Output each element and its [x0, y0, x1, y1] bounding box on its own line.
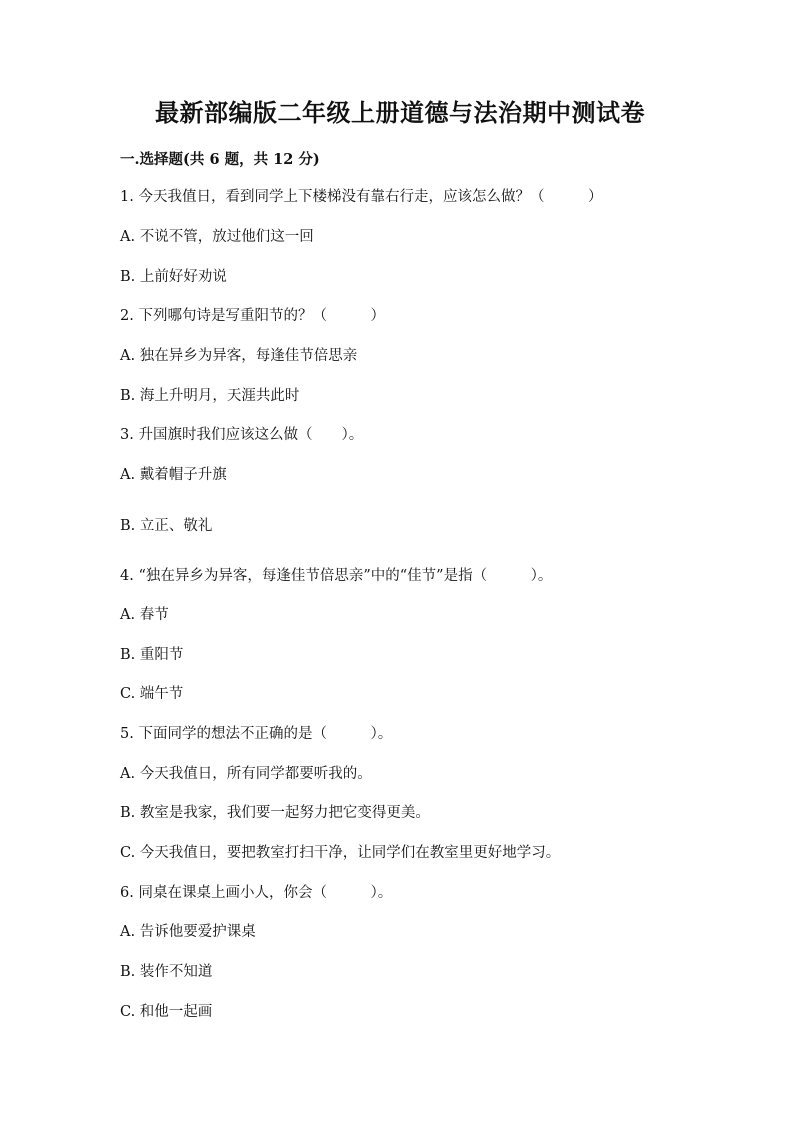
question-stem-6: 6. 同桌在课桌上画小人，你会（ ）。 [120, 885, 393, 901]
question-5-option-c: C. 今天我值日，要把教室打扫干净，让同学们在教室里更好地学习。 [120, 845, 561, 861]
question-5-option-b: B. 教室是我家，我们要一起努力把它变得更美。 [120, 805, 430, 821]
question-3-option-a: A. 戴着帽子升旗 [120, 467, 227, 483]
question-4-option-b: B. 重阳节 [120, 647, 184, 663]
question-3-option-b: B. 立正、敬礼 [120, 518, 213, 534]
question-6-option-c: C. 和他一起画 [120, 1004, 213, 1020]
question-1-option-b: B. 上前好好劝说 [120, 269, 227, 285]
question-stem-5: 5. 下面同学的想法不正确的是（ ）。 [120, 726, 393, 742]
question-2-option-a: A. 独在异乡为异客，每逢佳节倍思亲 [120, 348, 358, 364]
question-6-option-a: A. 告诉他要爱护课桌 [120, 924, 256, 940]
question-4-option-a: A. 春节 [120, 607, 169, 623]
question-1-option-a: A. 不说不管，放过他们这一回 [120, 229, 314, 245]
question-5-option-a: A. 今天我值日，所有同学都要听我的。 [120, 766, 372, 782]
question-stem-2: 2. 下列哪句诗是写重阳节的？（ ） [120, 308, 385, 324]
question-4-option-c: C. 端午节 [120, 686, 184, 702]
question-2-option-b: B. 海上升明月，天涯共此时 [120, 388, 300, 404]
question-6-option-b: B. 装作不知道 [120, 964, 213, 980]
question-stem-3: 3. 升国旗时我们应该这么做（ ）。 [120, 427, 364, 443]
question-stem-4: 4. “独在异乡为异客，每逢佳节倍思亲”中的“佳节”是指（ ）。 [120, 568, 553, 584]
question-stem-1: 1. 今天我值日，看到同学上下楼梯没有靠右行走，应该怎么做？（ ） [120, 189, 603, 205]
section-heading: 一.选择题(共 6 题，共 12 分) [120, 151, 320, 168]
page-title: 最新部编版二年级上册道德与法治期中测试卷 [155, 98, 645, 127]
